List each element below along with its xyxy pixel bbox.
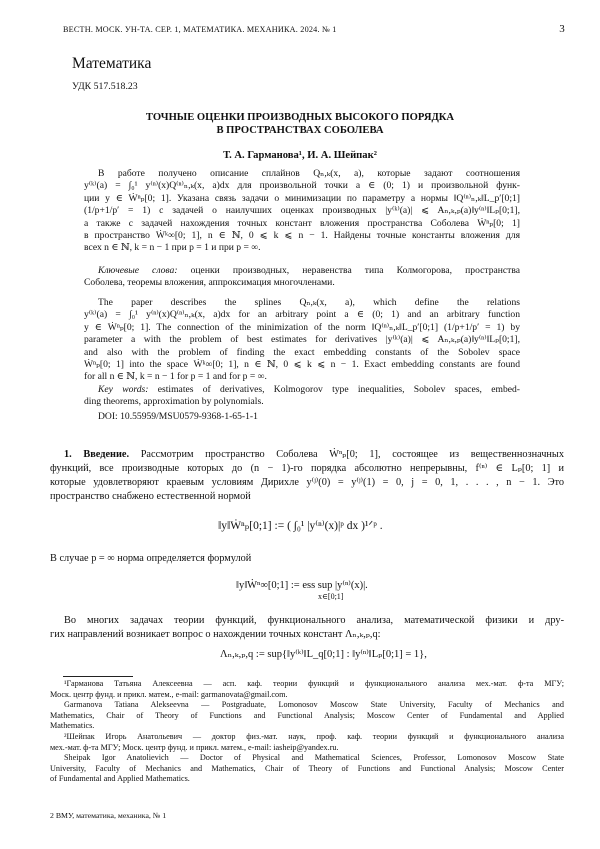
keywords-en-text: estimates of derivatives, Kolmogorov type inequalities, Sobolev spaces, embed- bbox=[148, 384, 520, 395]
abstract-ru-line: в пространство Ẇᵏ∞[0; 1], n ∈ ℕ, 0 ⩽ k ⩽ n − 1. Найдены точные константы вложения для bbox=[84, 229, 520, 241]
abstract-en-line: and also with the problem of finding the exact embedding constants of the Sobolev space bbox=[84, 346, 520, 358]
section-label: Математика bbox=[72, 55, 152, 72]
formula-sobolev-norm: ‖y‖Ẇⁿₚ[0;1] := ( ∫₀¹ |y⁽ⁿ⁾(x)|ᵖ dx )¹ᐟᵖ . bbox=[218, 520, 383, 532]
keywords-ru-line bbox=[84, 265, 520, 277]
keywords-en bbox=[84, 384, 520, 409]
abstract-ru-line: (1/p+1/p′ = 1) с задачей о наилучших оценках производных |y⁽ᵏ⁾(a)| ⩽ Aₙ,ₖ,ₚ(a)‖y⁽ⁿ⁾‖Lₚ[0;1], bbox=[84, 205, 520, 217]
footnote-line: University, Faculty of Mechanics and Mathematics, Chair of Theory of Functions and Functional Analysis; Moscow Center bbox=[50, 763, 564, 773]
abstract-en-line: y⁽ᵏ⁾(a) = ∫₀¹ y⁽ⁿ⁾(x)Q⁽ⁿ⁾ₙ,ₖ(x, a)dx for an arbitrary point a ∈ (0; 1) and an arbitrary function bbox=[84, 309, 520, 321]
abstract-ru-line: y⁽ᵏ⁾(a) = ∫₀¹ y⁽ⁿ⁾(x)Q⁽ⁿ⁾ₙ,ₖ(x, a)dx для произвольной точки a ∈ (0; 1) и произвольной функ- bbox=[84, 180, 520, 192]
abstract-en-line: parameter a with the problem of best estimates for derivatives |y⁽ᵏ⁾(a)| ⩽ Aₙ,ₖ,ₚ(a)‖y⁽ⁿ⁾‖Lₚ[0;1], bbox=[84, 334, 520, 346]
abstract-ru-line: а также с задачей нахождения точных констант вложения пространства Соболева Ẇⁿₚ[0; 1] bbox=[84, 217, 520, 229]
keywords-ru-text: оценки производных, неравенства типа Колмогорова, пространства bbox=[177, 265, 520, 276]
keywords-en-line: ding theorems, approximation by polynomials. bbox=[84, 396, 264, 408]
formula-inf-norm: ‖y‖Ẇⁿ∞[0;1] := ess sup |y⁽ⁿ⁾(x)|. bbox=[236, 580, 368, 591]
running-head-journal: ВЕСТН. МОСК. УН-ТА. СЕР. 1, МАТЕМАТИКА. МЕХАНИКА. 2024. № 1 bbox=[63, 25, 337, 34]
footnote-line: of Fundamental and Applied Mathematics. bbox=[50, 774, 190, 784]
keywords-en-line bbox=[84, 384, 520, 396]
footnotes bbox=[50, 679, 564, 785]
abstract-ru bbox=[84, 168, 520, 255]
keywords-ru-label: Ключевые слова: bbox=[98, 265, 178, 276]
doi: DOI: 10.55959/MSU0579-9368-1-65-1-1 bbox=[98, 411, 258, 422]
running-head bbox=[63, 23, 565, 37]
abstract-en bbox=[84, 297, 520, 384]
paper-title-line-1: ТОЧНЫЕ ОЦЕНКИ ПРОИЗВОДНЫХ ВЫСОКОГО ПОРЯДКА bbox=[145, 112, 455, 123]
footnote-line: Sheipak Igor Anatolievich — Doctor of Physical and Mathematical Sciences, Professor, Lomonosov Moscow State bbox=[64, 753, 564, 763]
abstract-en-line: The paper describes the splines Qₙ,ₖ(x, a), which define the relations bbox=[98, 297, 520, 308]
abstract-ru-line: В работе получено описание сплайнов Qₙ,ₖ(x, a), которые задают соотношения bbox=[98, 168, 520, 179]
footnote-line: ¹Гарманова Татьяна Алексеевна — асп. каф. теории функций и функционального анализа мех.-мат. ф-та МГУ; bbox=[64, 679, 564, 688]
keywords-en-label: Key words: bbox=[98, 384, 149, 395]
abstract-en-line: y ∈ Ẇⁿₚ[0; 1]. The connection of the minimization of the norm ‖Q⁽ⁿ⁾ₙ,ₖ‖L_p′[0;1] (1/p+1/p′ = 1) by bbox=[84, 321, 520, 333]
case-text-line: В случае p = ∞ норма определяется формулой bbox=[50, 553, 252, 564]
abstract-en-line: Ẇⁿₚ[0; 1] into the space Ẇᵏ∞[0; 1], n ∈ ℕ, 0 ⩽ k ⩽ n − 1. Exact embedding constants are found bbox=[84, 358, 520, 370]
introduction bbox=[50, 448, 564, 504]
intro-heading: 1. Введение. bbox=[64, 449, 130, 460]
footnote-line: мех.-мат. ф-та МГУ; Моск. центр фунд. и прикл. матем., e-mail: iasheip@yandex.ru. bbox=[50, 742, 339, 752]
footnote-line: Моск. центр фунд. и прикл. матем., e-mail: garmanovata@gmail.com. bbox=[50, 689, 288, 699]
intro-line: пространство снабжено естественной нормой bbox=[50, 491, 251, 502]
intro-line: которые удовлетворяют краевым условиям Дирихле y⁽ʲ⁾(0) = y⁽ʲ⁾(1) = 0, j = 0, 1, . . . , n − 1. Это bbox=[50, 477, 564, 488]
footnote-line: Mathematics. bbox=[50, 721, 95, 731]
page-number: 3 bbox=[559, 23, 565, 35]
formula-inf-subscript: x∈[0;1] bbox=[318, 592, 344, 601]
intro-line bbox=[50, 448, 564, 462]
intro-paragraph-2 bbox=[50, 614, 564, 642]
authors: Т. А. Гарманова¹, И. А. Шейпак² bbox=[223, 150, 377, 161]
intro-para2-line: гих направлений возникает вопрос о нахождении точных констант Λₙ,ₖ,ₚ,q: bbox=[50, 629, 381, 640]
abstract-ru-line: всех n ∈ ℕ, k = n − 1 при p = 1 и при p = ∞. bbox=[84, 242, 261, 254]
abstract-ru-line: ции y ∈ Ẇⁿₚ[0; 1]. Указана связь задачи о минимизации по параметру a нормы ‖Q⁽ⁿ⁾ₙ,ₖ‖L_p′[0;1] bbox=[84, 192, 520, 204]
intro-para2-line: Во многих задачах теории функций, функционального анализа, математической физики и дру- bbox=[64, 615, 564, 626]
intro-text: Рассмотрим пространство Соболева Ẇⁿₚ[0; 1], состоящее из вещественнозначных bbox=[129, 449, 564, 460]
footnote-rule bbox=[63, 676, 133, 677]
paper-title-line-2: В ПРОСТРАНСТВАХ СОБОЛЕВА bbox=[216, 125, 384, 136]
udc-code: УДК 517.518.23 bbox=[72, 81, 138, 92]
footnote-line: ²Шейпак Игорь Анатольевич — доктор физ.-мат. наук, проф. каф. теории функций и функционального анализа bbox=[64, 731, 564, 741]
keywords-ru bbox=[84, 265, 520, 290]
footnote-line: Garmanova Tatiana Alekseevna — Postgraduate, Lomonosov Moscow State University, Faculty of Mechanics and bbox=[64, 700, 564, 710]
formula-lambda: Λₙ,ₖ,ₚ,q := sup{‖y⁽ᵏ⁾‖L_q[0;1] : ‖y⁽ⁿ⁾‖Lₚ[0;1] = 1}, bbox=[220, 649, 427, 660]
footnote-line: Mathematics, Chair of Theory of Functions and Functional Analysis; Moscow Center of Fundamental and Applied bbox=[50, 710, 564, 720]
case-text bbox=[50, 552, 564, 566]
intro-line: функций, все производные которых до (n − 1)-го порядка абсолютно непрерывны, f⁽ⁿ⁾ ∈ Lₚ[0; 1] и bbox=[50, 463, 564, 474]
keywords-ru-line: Соболева, теоремы вложения, аппроксимация многочленами. bbox=[84, 277, 335, 289]
page-footer: 2 ВМУ, математика, механика, № 1 bbox=[50, 811, 167, 820]
abstract-en-line: for all n ∈ ℕ, k = n − 1 for p = 1 and for p = ∞. bbox=[84, 371, 267, 383]
